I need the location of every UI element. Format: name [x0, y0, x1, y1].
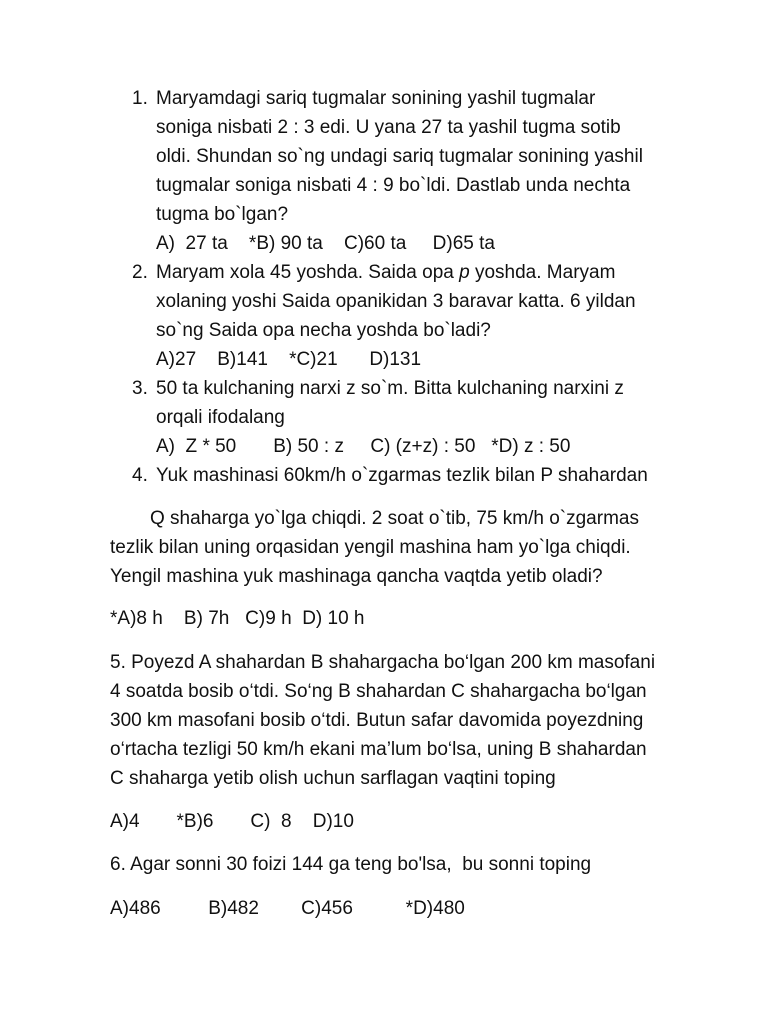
question-4-body	[156, 461, 716, 490]
question-5-line: o‘rtacha tezligi 50 km/h ekani ma’lum bo‘lsa, uning B shahardan	[110, 739, 647, 760]
question-2-text: Maryam xola 45 yoshda. Saida opa	[156, 262, 460, 283]
question-1-number: 1.	[132, 88, 148, 109]
question-6	[110, 850, 730, 879]
question-5-options-text: A)4 *B)6 C) 8 D)10	[110, 811, 354, 832]
question-1-options: A) 27 ta *B) 90 ta C)60 ta D)65 ta	[156, 233, 495, 254]
question-4-line: Q shaharga yo`lga chiqdi. 2 soat o`tib, 75 km/h o`zgarmas	[150, 508, 639, 529]
question-1-line: oldi. Shundan so`ng undagi sariq tugmalar sonining yashil	[156, 146, 643, 167]
question-5	[110, 648, 730, 793]
question-5-options	[110, 807, 730, 836]
question-6-options-text: A)486 B)482 C)456 *D)480	[110, 898, 465, 919]
question-3-number: 3.	[132, 378, 148, 399]
question-1-line: tugmalar soniga nisbati 4 : 9 bo`ldi. Dastlab unda nechta	[156, 175, 631, 196]
question-2-line: so`ng Saida opa necha yoshda bo`ladi?	[156, 320, 491, 341]
question-4-line: Yengil mashina yuk mashinaga qancha vaqtda yetib oladi?	[110, 566, 603, 587]
question-4-continuation	[110, 504, 730, 591]
question-3-line: orqali ifodalang	[156, 407, 285, 428]
question-6-text: 6. Agar sonni 30 foizi 144 ga teng bo'lsa, bu sonni toping	[110, 854, 592, 875]
question-5-line: C shaharga yetib olish uchun sarflagan vaqtini toping	[110, 768, 556, 789]
question-5-line: 4 soatda bosib o‘tdi. So‘ng B shahardan C shahargacha bo‘lgan	[110, 681, 647, 702]
question-4-options-text: *A)8 h B) 7h C)9 h D) 10 h	[110, 608, 365, 629]
question-1-line: Maryamdagi sariq tugmalar sonining yashil tugmalar	[156, 88, 596, 109]
question-4-line: Yuk mashinasi 60km/h o`zgarmas tezlik bilan P shahardan	[156, 465, 648, 486]
question-6-options	[110, 894, 730, 923]
question-2-number: 2.	[132, 262, 148, 283]
question-5-line: 5. Poyezd A shahardan B shahargacha bo‘lgan 200 km masofani	[110, 652, 656, 673]
question-2-line	[156, 258, 716, 287]
question-4-options	[110, 604, 730, 633]
question-1-line: soniga nisbati 2 : 3 edi. U yana 27 ta yashil tugma sotib	[156, 117, 621, 138]
question-4-line: tezlik bilan uning orqasidan yengil mashina ham yo`lga chiqdi.	[110, 537, 631, 558]
question-2-text: yoshda. Maryam	[469, 262, 616, 283]
question-3-body	[156, 374, 716, 461]
question-2-options: A)27 B)141 *C)21 D)131	[156, 349, 422, 370]
question-1-line: tugma bo`lgan?	[156, 204, 289, 225]
variable-p: p	[459, 262, 470, 283]
question-3-options: A) Z * 50 B) 50 : z C) (z+z) : 50 *D) z : 50	[156, 436, 571, 457]
question-3-line: 50 ta kulchaning narxi z so`m. Bitta kulchaning narxini z	[156, 378, 624, 399]
question-2-line: xolaning yoshi Saida opanikidan 3 baravar katta. 6 yildan	[156, 291, 636, 312]
question-1-body	[156, 84, 716, 258]
question-2-body	[156, 258, 716, 374]
question-4-number: 4.	[132, 465, 148, 486]
question-5-line: 300 km masofani bosib o‘tdi. Butun safar davomida poyezdning	[110, 710, 644, 731]
